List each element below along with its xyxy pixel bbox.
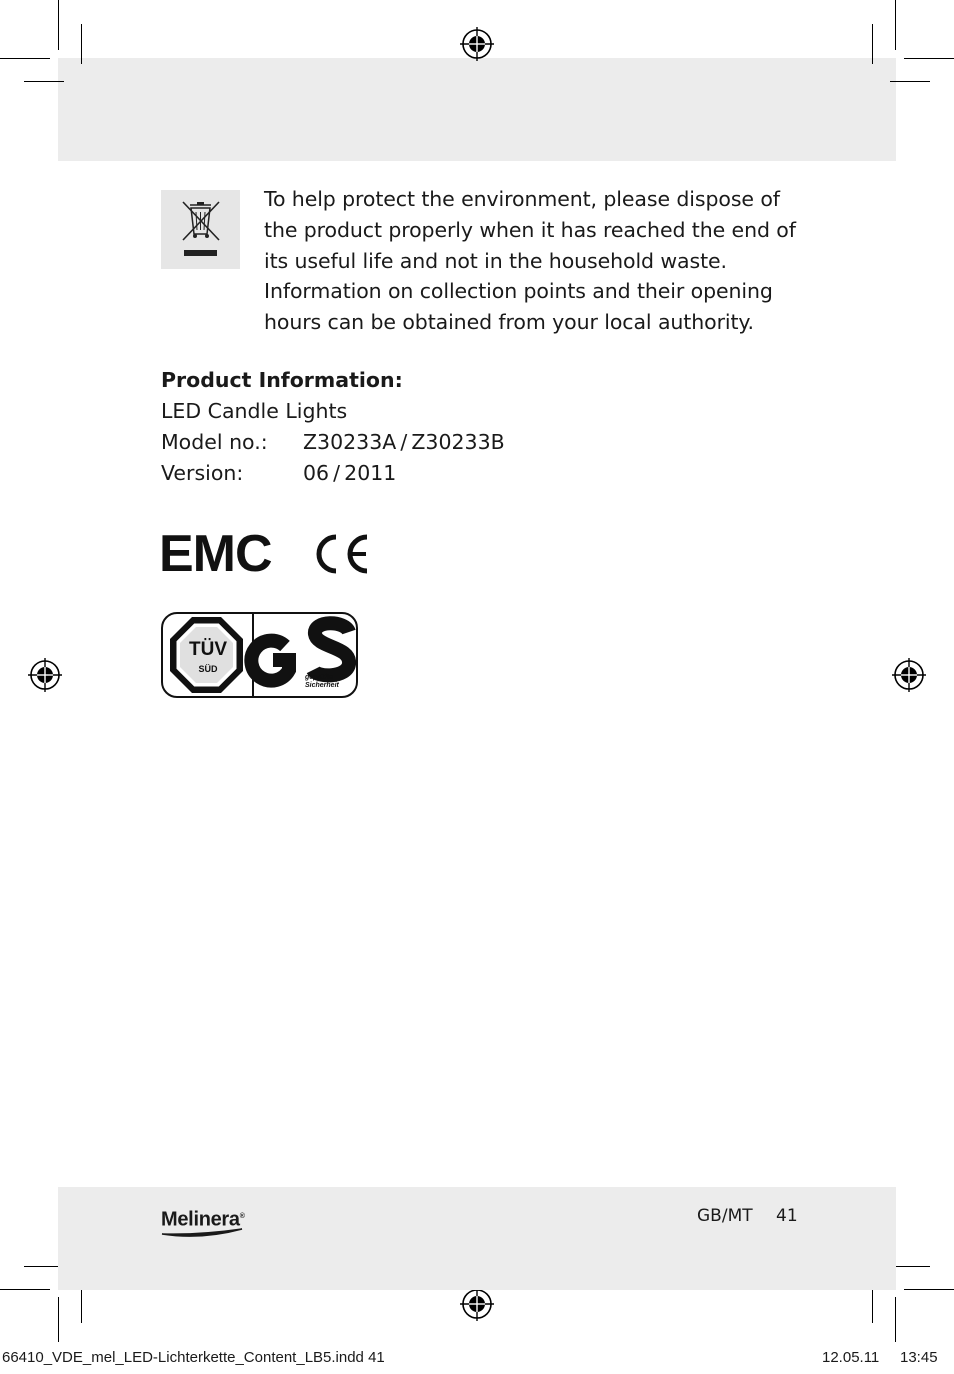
crop-mark xyxy=(895,0,896,50)
brand-registered: ® xyxy=(239,1213,245,1220)
slug-time: 13:45 xyxy=(900,1349,938,1366)
registration-mark-icon xyxy=(28,658,62,692)
crop-mark xyxy=(904,58,954,59)
product-info-heading: Product Information: xyxy=(161,368,403,392)
crop-mark xyxy=(904,1289,954,1290)
slug-filename: 66410_VDE_mel_LED-Lichterkette_Content_LB5.indd 41 xyxy=(2,1349,385,1366)
gs-label-line2: Sicherheit xyxy=(305,682,339,689)
registration-mark-icon xyxy=(460,27,494,61)
product-name: LED Candle Lights xyxy=(161,399,348,423)
language-code: GB/MT xyxy=(697,1206,753,1226)
environment-notice: To help protect the environment, please dispose of the product properly when it has reached the end of its useful life and not in the household waste. Information on collection points and their opening hours can be obtained from your local authority. xyxy=(264,187,796,335)
brand-name: Melinera xyxy=(161,1208,240,1231)
gs-label-line1: geprüfte xyxy=(305,674,333,681)
sud-label: SÜD xyxy=(198,664,218,674)
version-label: Version: xyxy=(161,461,244,485)
crop-mark xyxy=(890,1266,930,1267)
tuv-label: TÜV xyxy=(189,639,227,660)
crop-mark xyxy=(0,58,50,59)
model-value: Z30233A / Z30233B xyxy=(303,430,505,454)
crop-mark xyxy=(890,81,930,82)
crop-mark xyxy=(58,0,59,50)
model-label: Model no.: xyxy=(161,430,268,454)
registration-mark-icon xyxy=(892,658,926,692)
slug-date: 12.05.11 xyxy=(822,1349,880,1366)
ce-mark-icon xyxy=(312,533,370,575)
crop-mark xyxy=(872,24,873,64)
footer-band xyxy=(58,1187,896,1290)
crop-mark xyxy=(895,1297,896,1342)
crop-mark xyxy=(24,81,64,82)
emc-mark: EMC xyxy=(159,525,272,583)
brand-swoosh-icon xyxy=(161,1228,243,1238)
crop-mark xyxy=(0,1289,50,1290)
tuv-gs-seal xyxy=(161,612,358,698)
crop-mark xyxy=(81,24,82,64)
weee-disposal-icon xyxy=(161,190,240,269)
page-number: 41 xyxy=(776,1206,798,1226)
registration-mark-icon xyxy=(460,1287,494,1321)
header-band xyxy=(58,58,896,161)
crop-mark xyxy=(58,1297,59,1342)
version-value: 06 / 2011 xyxy=(303,461,397,485)
